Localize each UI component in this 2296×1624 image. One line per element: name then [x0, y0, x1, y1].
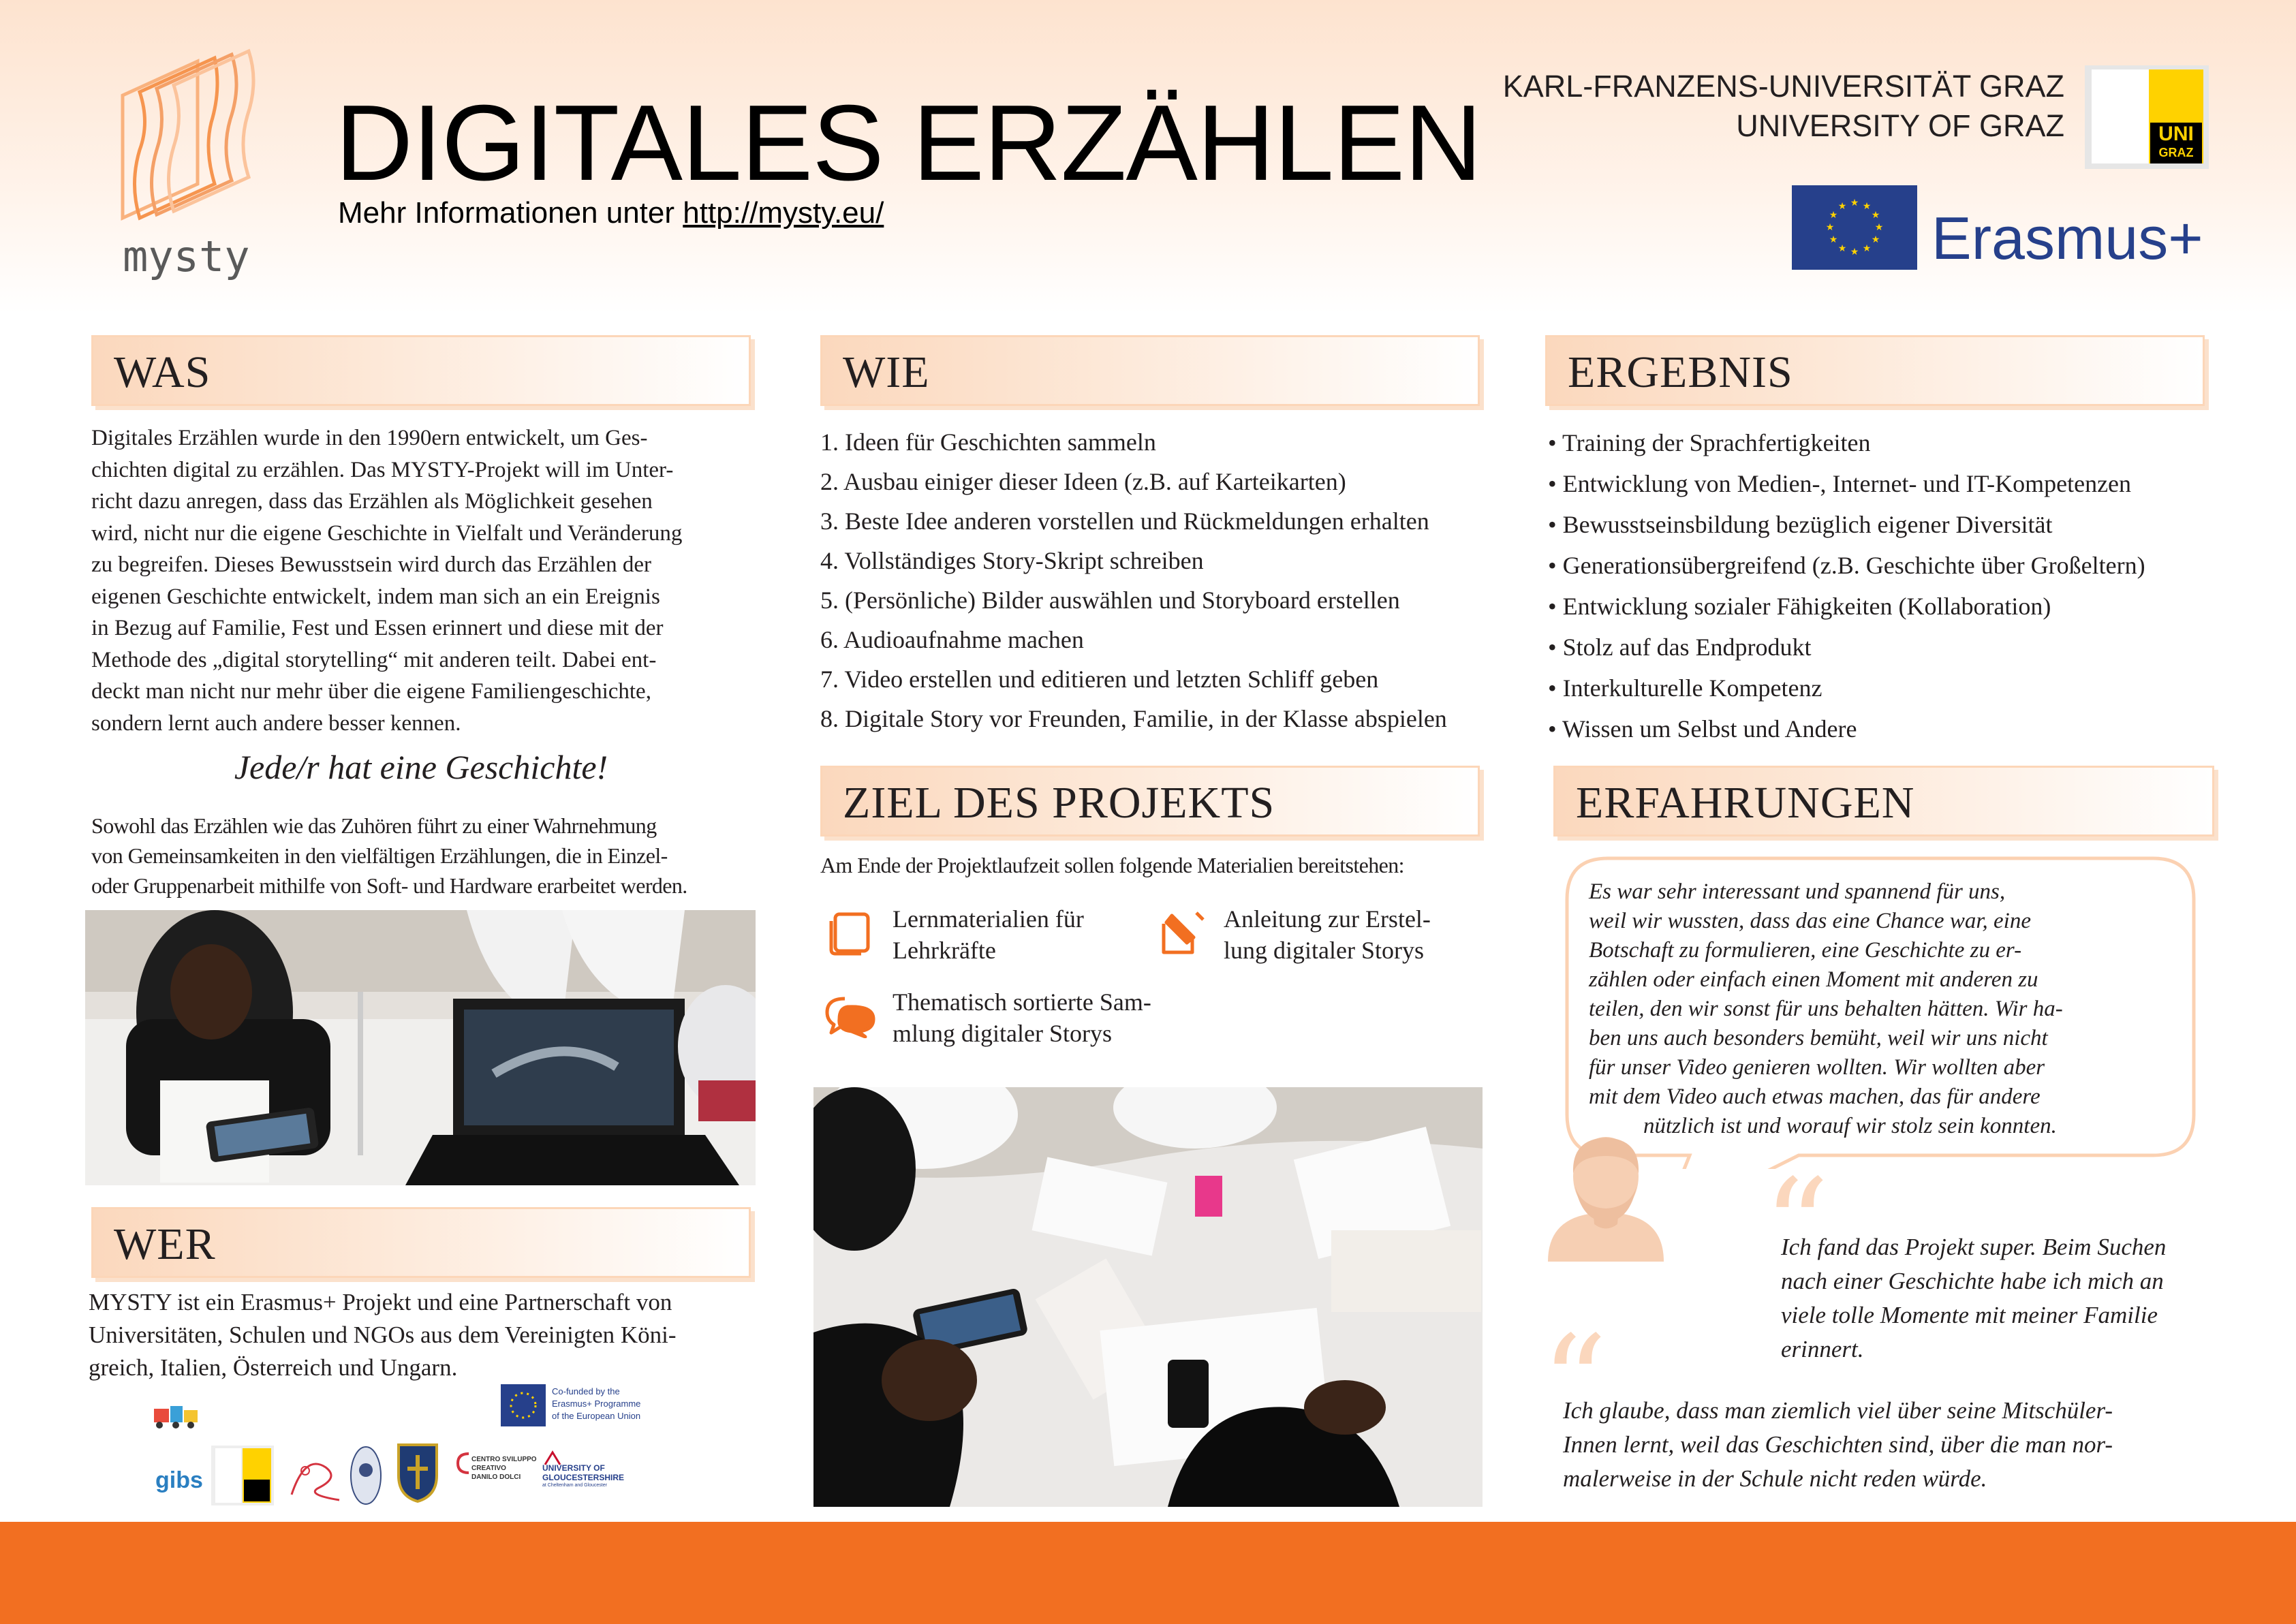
- quote-mark-icon: “: [1541, 1308, 1608, 1458]
- text-line: erinnert.: [1781, 1336, 1864, 1362]
- uni-graz-logo: [2085, 65, 2209, 169]
- mysty-logo-icon: [102, 48, 279, 232]
- gibs-logo-text: gibs: [155, 1467, 203, 1493]
- list-item: 4. Vollständiges Story-Skript schreiben: [820, 547, 1204, 574]
- mysty-logo-text: mysty: [123, 232, 250, 281]
- list-item: 6. Audioaufnahme machen: [820, 626, 1084, 653]
- wie-steps-list: [820, 422, 1502, 738]
- svg-text:★: ★: [1871, 235, 1880, 245]
- list-item: 7. Video erstellen und editieren und letzten Schliff geben: [820, 666, 1379, 693]
- list-item: 3. Beste Idee anderen vorstellen und Rückmeldungen erhalten: [820, 507, 1429, 535]
- speech-bubble-text: [1589, 877, 2188, 1141]
- svg-text:★: ★: [1829, 210, 1838, 221]
- mysty-logo: [102, 48, 279, 286]
- text-line: viele tolle Momente mit meiner Familie: [1781, 1302, 2158, 1328]
- erasmus-logo-text: Erasmus+: [1932, 204, 2203, 272]
- text-line: UNIVERSITY OF: [542, 1463, 605, 1473]
- wie-heading-text: WIE: [843, 347, 930, 397]
- subtitle-text: Mehr Informationen unter: [338, 196, 683, 230]
- list-item: • Interkulturelle Kompetenz: [1548, 674, 1822, 702]
- svg-text:★: ★: [1829, 235, 1838, 245]
- text-line: nützlich ist und worauf wir stolz sein konnten.: [1643, 1114, 2057, 1138]
- list-item: • Wissen um Selbst und Andere: [1548, 715, 1857, 743]
- text-line: greich, Italien, Österreich und Ungarn.: [89, 1354, 458, 1381]
- text-line: Universitäten, Schulen und NGOs aus dem Vereinigten Köni-: [89, 1322, 677, 1348]
- text-line: Innen lernt, weil das Geschichten sind, über die man nor-: [1563, 1431, 2113, 1458]
- text-line: deckt man nicht nur mehr über die eigene Familiengeschichte,: [91, 679, 651, 704]
- text-line: DANILO DOLCI: [471, 1473, 521, 1481]
- ziel-heading-text: ZIEL DES PROJEKTS: [843, 778, 1275, 828]
- uni-graz-small-logo: [211, 1446, 274, 1505]
- text-line: GLOUCESTERSHIRE: [542, 1473, 625, 1482]
- erfahrungen-heading-text: ERFAHRUNGEN: [1576, 778, 1915, 828]
- text-line: richt dazu anregen, dass das Erzählen als Möglichkeit gesehen: [91, 489, 653, 514]
- testimonial-1: [1781, 1230, 2231, 1367]
- was-paragraph: [91, 422, 766, 739]
- text-line: nach einer Geschichte habe ich mich an: [1781, 1268, 2164, 1294]
- svg-text:★: ★: [1837, 244, 1847, 254]
- text-line: chichten digital zu erzählen. Das MYSTY-Projekt will im Unter-: [91, 457, 674, 482]
- text-line: mlung digitaler Storys: [893, 1020, 1112, 1047]
- text-line: CENTRO SVILUPPO: [471, 1456, 537, 1463]
- ziel-item-guide: [1224, 903, 1431, 966]
- text-line: malerweise in der Schule nicht reden würde.: [1563, 1465, 1987, 1492]
- list-item: • Entwicklung von Medien-, Internet- und IT-Kompetenzen: [1548, 470, 2132, 497]
- svg-text:★: ★: [1850, 247, 1859, 257]
- glos-logo-text: [542, 1463, 624, 1489]
- text-line: Sowohl das Erzählen wie das Zuhören führt zu einer Wahrnehmung: [91, 813, 657, 838]
- text-line: für unser Video genieren wollten. Wir wollten aber: [1589, 1055, 2045, 1080]
- was-heading-text: WAS: [114, 347, 211, 397]
- train-logo-icon: [151, 1399, 200, 1431]
- list-item: 2. Ausbau einiger dieser Ideen (z.B. auf Karteikarten): [820, 468, 1346, 495]
- photo-students-table: [813, 1087, 1483, 1507]
- svg-text:★: ★: [1862, 202, 1872, 212]
- text-line: CREATIVO: [471, 1465, 506, 1472]
- list-item: • Bewusstseinsbildung bezüglich eigener Diversität: [1548, 511, 2053, 538]
- text-line: zu begreifen. Dieses Bewusstsein wird durch das Erzählen der: [91, 552, 651, 577]
- uni-logo-line1: UNI: [2158, 123, 2194, 145]
- svg-text:★: ★: [1874, 223, 1884, 233]
- list-item: 5. (Persönliche) Bilder auswählen und Storyboard erstellen: [820, 587, 1400, 614]
- list-item: 8. Digitale Story vor Freunden, Familie, in der Klasse abspielen: [820, 705, 1447, 732]
- page-title: DIGITALES ERZÄHLEN: [335, 83, 1482, 203]
- was-heading: [91, 335, 751, 406]
- text-line: Co-funded by the: [552, 1386, 620, 1396]
- ziel-heading: [820, 766, 1480, 837]
- svg-text:★: ★: [1871, 210, 1880, 221]
- text-line: Digitales Erzählen wurde in den 1990ern entwickelt, um Ges-: [91, 426, 648, 450]
- text-line: Thematisch sortierte Sam-: [893, 988, 1151, 1016]
- text-line: mit dem Video auch etwas machen, das für andere: [1589, 1084, 2041, 1109]
- ziel-item-collection: [893, 986, 1151, 1049]
- text-line: Lernmaterialien für: [893, 905, 1084, 933]
- list-item: • Generationsübergreifend (z.B. Geschichte über Großeltern): [1548, 552, 2145, 579]
- text-line: Ich fand das Projekt super. Beim Suchen: [1781, 1234, 2167, 1260]
- uni-logo-line2: GRAZ: [2158, 146, 2194, 159]
- eu-flag-icon: [1792, 185, 1917, 270]
- text-line: Methode des „digital storytelling“ mit anderen teilt. Dabei ent-: [91, 647, 657, 672]
- text-line: zählen oder einfach einen Moment mit anderen zu: [1589, 967, 2038, 992]
- text-line: wird, nicht nur die eigene Geschichte in Vielfalt und Veränderung: [91, 520, 683, 546]
- ergebnis-heading: [1545, 335, 2205, 406]
- testimonial-2: [1563, 1394, 2231, 1496]
- list-item: • Training der Sprachfertigkeiten: [1548, 429, 1871, 456]
- wer-heading: [91, 1207, 751, 1278]
- footer-bar: [0, 1522, 2296, 1624]
- list-item: • Entwicklung sozialer Fähigkeiten (Kollaboration): [1548, 593, 2051, 620]
- text-line: sondern lernt auch andere besser kennen.: [91, 710, 461, 736]
- ergebnis-heading-text: ERGEBNIS: [1568, 347, 1793, 397]
- svg-text:★: ★: [1862, 244, 1872, 254]
- motto: Jede/r hat eine Geschichte!: [234, 748, 608, 786]
- text-line: lung digitaler Storys: [1224, 937, 1424, 964]
- was-paragraph-2: [91, 811, 773, 901]
- list-item: 1. Ideen für Geschichten sammeln: [820, 428, 1156, 456]
- text-line: Lehrkräfte: [893, 937, 996, 964]
- text-line: eigenen Geschichte entwickelt, indem man sich an ein Ereignis: [91, 584, 660, 609]
- wie-heading: [820, 335, 1480, 406]
- learning-material-icon: [826, 909, 873, 956]
- text-line: Anleitung zur Erstel-: [1224, 905, 1431, 933]
- text-line: Erasmus+ Programme: [552, 1399, 641, 1409]
- edit-guide-icon: [1158, 909, 1207, 958]
- wer-heading-text: WER: [114, 1219, 216, 1269]
- partner-logo-red-swirl-icon: [285, 1447, 346, 1504]
- text-line: of the European Union: [552, 1411, 641, 1421]
- ergebnis-list: [1548, 422, 2270, 749]
- avatar-icon: [1541, 1125, 1671, 1262]
- subtitle: [338, 196, 884, 230]
- text-line: Botschaft zu formulieren, eine Geschichte zu er-: [1589, 938, 2022, 963]
- speech-bubbles-icon: [824, 993, 876, 1038]
- text-line: weil wir wussten, dass das eine Chance war, eine: [1589, 909, 2031, 933]
- mysty-link[interactable]: http://mysty.eu/: [683, 196, 884, 230]
- svg-text:★: ★: [1825, 223, 1835, 233]
- university-name-en: UNIVERSITY OF GRAZ: [1736, 108, 2064, 143]
- svg-text:★: ★: [1850, 198, 1859, 208]
- quote-mark-icon: “: [1763, 1151, 1830, 1302]
- university-name: [1499, 67, 2064, 146]
- text-line: oder Gruppenarbeit mithilfe von Soft- und Hardware erarbeitet werden.: [91, 873, 687, 898]
- list-item: • Stolz auf das Endprodukt: [1548, 634, 1812, 661]
- partner-shield-icon: [395, 1441, 440, 1504]
- photo-student-laptop: [85, 910, 756, 1185]
- text-line: MYSTY ist ein Erasmus+ Projekt und eine Partnerschaft von: [89, 1289, 672, 1315]
- text-line: in Bezug auf Familie, Fest und Essen erinnert und diese mit der: [91, 616, 664, 640]
- eu-flag-small-icon: [501, 1384, 546, 1426]
- text-line: Ich glaube, dass man ziemlich viel über seine Mitschüler-: [1563, 1397, 2113, 1424]
- text-line: Es war sehr interessant und spannend für uns,: [1589, 879, 2006, 904]
- university-name-de: KARL-FRANZENS-UNIVERSITÄT GRAZ: [1502, 69, 2064, 104]
- ziel-intro: Am Ende der Projektlaufzeit sollen folgende Materialien bereitstehen:: [820, 853, 1404, 877]
- erfahrungen-heading: [1553, 766, 2214, 837]
- text-line: ben uns auch besonders bemüht, weil wir uns nicht: [1589, 1026, 2048, 1050]
- csc-logo-text: [471, 1455, 537, 1482]
- text-line: von Gemeinsamkeiten in den vielfältigen Erzählungen, die in Einzel-: [91, 843, 668, 868]
- ziel-item-learning-material: [893, 903, 1084, 966]
- wer-paragraph: [89, 1286, 770, 1384]
- partner-crest-icon: [349, 1443, 383, 1508]
- svg-text:★: ★: [1837, 202, 1847, 212]
- cofunded-text: [552, 1386, 640, 1422]
- text-line: at Cheltenham and Gloucester: [542, 1483, 607, 1488]
- text-line: teilen, den wir sonst für uns behalten hätten. Wir ha-: [1589, 997, 2063, 1021]
- csc-logo-icon: [455, 1450, 471, 1477]
